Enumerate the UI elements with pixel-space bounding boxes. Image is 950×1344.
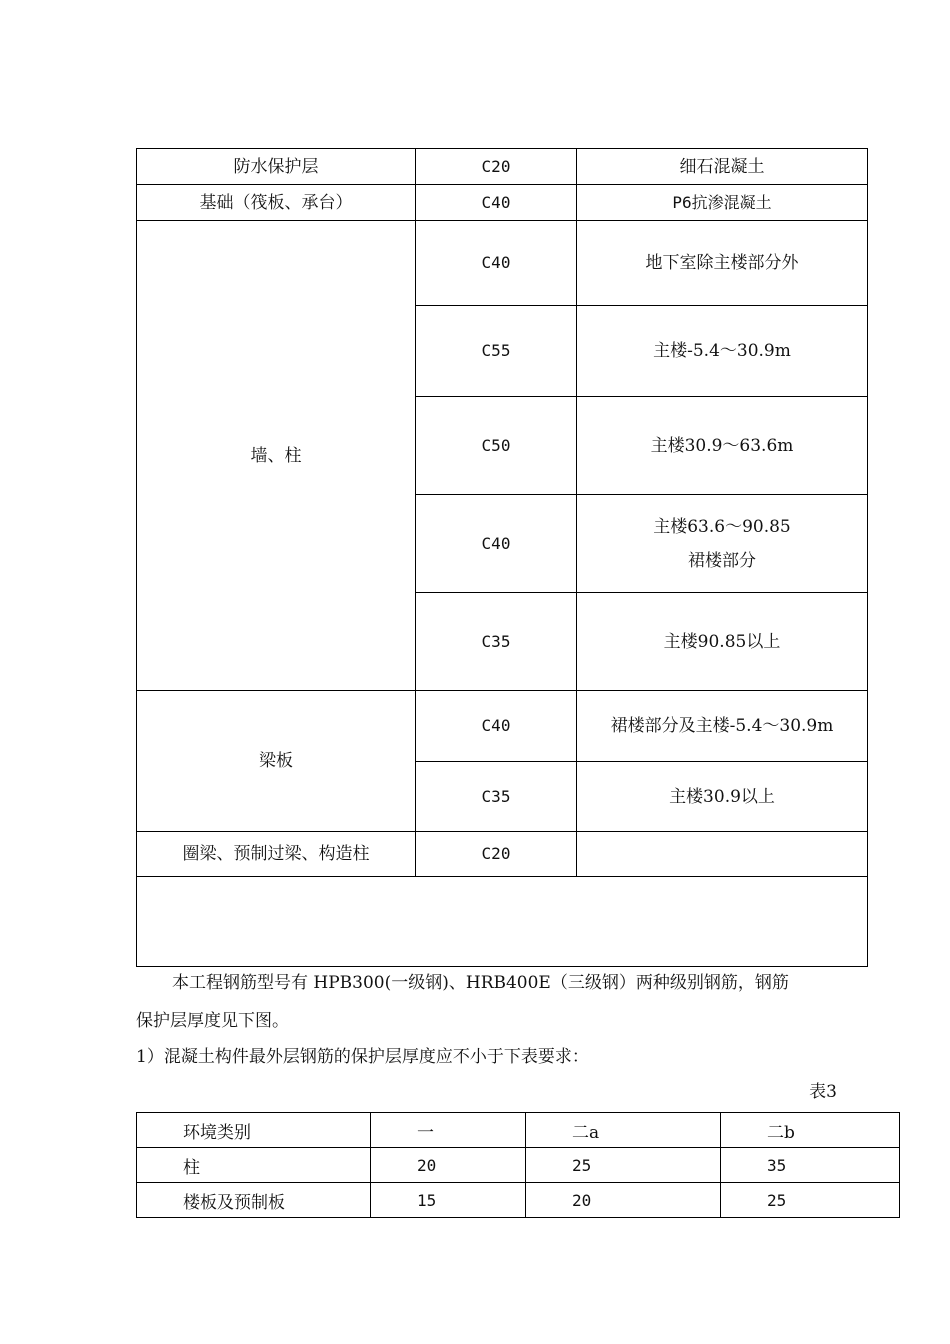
note-cell: P6抗渗混凝土 <box>577 185 868 221</box>
table-row <box>137 691 868 762</box>
note-cell: 细石混凝土 <box>577 149 868 185</box>
note-cell: 主楼90.85以上 <box>577 593 868 691</box>
row-label-cell: 柱 <box>137 1148 371 1183</box>
note-line: 主楼63.6～90.85 <box>653 516 791 537</box>
note-cell: 主楼30.9以上 <box>577 762 868 832</box>
rebar-paragraph-line: 保护层厚度见下图。 <box>136 1011 289 1031</box>
note-line: 裙楼部分 <box>688 550 756 571</box>
table-caption: 表3 <box>809 1082 837 1102</box>
grade-cell: C35 <box>416 762 577 832</box>
note-cell: 裙楼部分及主楼-5.4～30.9m <box>577 691 868 762</box>
part-cell: 圈梁、预制过梁、构造柱 <box>137 832 416 877</box>
value-cell: 15 <box>371 1183 526 1218</box>
value-cell: 25 <box>721 1183 900 1218</box>
grade-cell: C35 <box>416 593 577 691</box>
header-cell: 环境类别 <box>137 1113 371 1148</box>
header-cell: 一 <box>371 1113 526 1148</box>
table-row <box>137 185 868 221</box>
table-row <box>137 221 868 306</box>
note-cell: 主楼30.9～63.6m <box>577 397 868 495</box>
grade-cell: C40 <box>416 495 577 593</box>
grade-cell: C20 <box>416 149 577 185</box>
part-cell: 墙、柱 <box>137 221 416 691</box>
header-cell: 二a <box>526 1113 721 1148</box>
grade-cell: C40 <box>416 691 577 762</box>
part-cell: 基础（筏板、承台） <box>137 185 416 221</box>
header-cell: 二b <box>721 1113 900 1148</box>
value-cell: 25 <box>526 1148 721 1183</box>
note-cell: 主楼-5.4～30.9m <box>577 306 868 397</box>
note-cell <box>577 495 868 593</box>
part-cell: 防水保护层 <box>137 149 416 185</box>
table-row <box>137 877 868 967</box>
grade-cell: C40 <box>416 185 577 221</box>
concrete-grade-table <box>136 148 868 967</box>
grade-cell: C20 <box>416 832 577 877</box>
value-cell: 35 <box>721 1148 900 1183</box>
table-row <box>137 832 868 877</box>
rebar-paragraph-line: 本工程钢筋型号有 HPB300(一级钢)、HRB400E（三级钢）两种级别钢筋，钢筋 <box>172 973 789 993</box>
value-cell: 20 <box>371 1148 526 1183</box>
note-cell: 地下室除主楼部分外 <box>577 221 868 306</box>
grade-cell: C55 <box>416 306 577 397</box>
value-cell: 20 <box>526 1183 721 1218</box>
table-row <box>137 1148 900 1183</box>
empty-cell <box>137 877 868 967</box>
concrete-cover-table <box>136 1112 900 1218</box>
cover-requirement-line: 1）混凝土构件最外层钢筋的保护层厚度应不小于下表要求： <box>136 1047 589 1067</box>
table-row <box>137 1183 900 1218</box>
table-row <box>137 149 868 185</box>
row-label-cell: 楼板及预制板 <box>137 1183 371 1218</box>
part-cell: 梁板 <box>137 691 416 832</box>
grade-cell: C50 <box>416 397 577 495</box>
note-cell <box>577 832 868 877</box>
table-header-row <box>137 1113 900 1148</box>
grade-cell: C40 <box>416 221 577 306</box>
